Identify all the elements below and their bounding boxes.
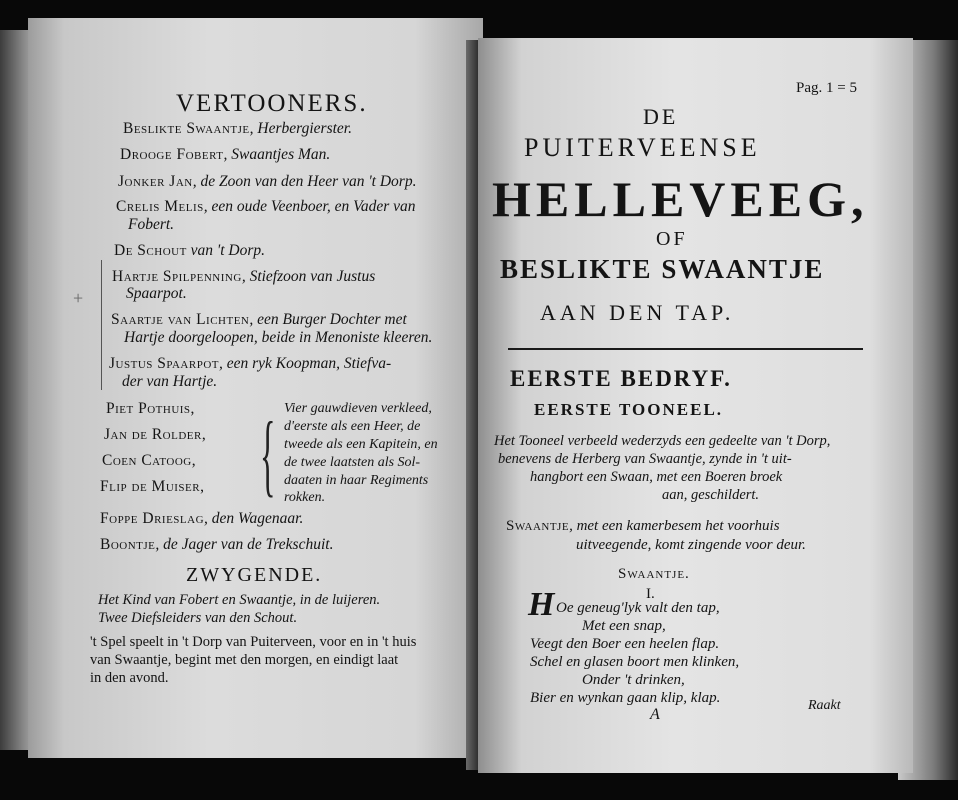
curly-brace: { bbox=[260, 403, 276, 505]
cast-entry: Drooge Fobert, Swaantjes Man. bbox=[120, 146, 331, 163]
catchword: Raakt bbox=[808, 698, 841, 713]
cast-entry: Beslikte Swaantje, Herbergierster. bbox=[123, 120, 352, 137]
thief-name: Jan de Rolder, bbox=[104, 426, 207, 443]
verse-line: Veegt den Boer een heelen flap. bbox=[530, 636, 720, 652]
drop-cap: H bbox=[528, 586, 555, 623]
thieves-note-line: Vier gauwdieven verkleed, bbox=[284, 401, 432, 416]
cast-entry: De Schout van 't Dorp. bbox=[114, 242, 266, 259]
title-line: BESLIKTE SWAANTJE bbox=[500, 254, 825, 284]
title-rule bbox=[508, 348, 863, 350]
setting-line: 't Spel speelt in 't Dorp van Puiterveen, voor en in 't huis bbox=[90, 634, 417, 650]
margin-plus-mark: + bbox=[73, 288, 84, 308]
verse-line: Met een snap, bbox=[582, 618, 666, 634]
title-main: HELLEVEEG, bbox=[492, 171, 869, 227]
setting-line: in den avond. bbox=[90, 670, 169, 686]
silent-role: Twee Diefsleiders van den Schout. bbox=[98, 610, 298, 626]
thieves-note-line: tweede als een Kapitein, en bbox=[284, 437, 438, 452]
thief-name: Flip de Muiser, bbox=[100, 478, 205, 495]
title-line: OF bbox=[656, 228, 688, 250]
verse-line: Oe geneug'lyk valt den tap, bbox=[556, 600, 720, 616]
thief-name: Coen Catoog, bbox=[102, 452, 197, 469]
act-heading: EERSTE BEDRYF. bbox=[510, 366, 732, 391]
thieves-note-line: rokken. bbox=[284, 490, 326, 505]
margin-bracket-line bbox=[101, 260, 102, 390]
signature-mark: A bbox=[650, 706, 660, 723]
stage-direction-line: Het Tooneel verbeeld wederzyds een gedeelte van 't Dorp, bbox=[494, 433, 831, 449]
cast-entry: Foppe Drieslag, den Wagenaar. bbox=[100, 510, 304, 527]
speaker-name: Swaantje. bbox=[618, 566, 690, 582]
entrance-line: uitveegende, komt zingende voor deur. bbox=[576, 537, 806, 553]
right-page bbox=[478, 38, 913, 773]
silent-role: Het Kind van Fobert en Swaantje, in de luijeren. bbox=[98, 592, 381, 608]
cast-entry: Boontje, de Jager van de Trekschuit. bbox=[100, 536, 334, 553]
cast-heading: VERTOONERS. bbox=[176, 90, 368, 117]
verse-line: Onder 't drinken, bbox=[582, 672, 685, 688]
page-number: Pag. 1 = 5 bbox=[796, 80, 857, 96]
cast-entry-continued: Hartje doorgeloopen, beide in Menoniste kleeren. bbox=[124, 329, 433, 346]
scene-heading: EERSTE TOONEEL. bbox=[534, 400, 724, 419]
cast-entry-continued: Spaarpot. bbox=[126, 285, 187, 302]
verse-line: Bier en wynkan gaan klip, klap. bbox=[530, 690, 721, 706]
thieves-note-line: d'eerste als een Heer, de bbox=[284, 419, 421, 434]
cast-entry: Crelis Melis, een oude Veenboer, en Vader van bbox=[116, 198, 416, 215]
cast-entry: Jonker Jan, de Zoon van den Heer van 't Dorp. bbox=[118, 173, 417, 190]
stage-direction-line: aan, geschildert. bbox=[662, 487, 760, 503]
left-page bbox=[28, 18, 483, 758]
cast-entry: Justus Spaarpot, een ryk Koopman, Stiefva- bbox=[109, 355, 392, 372]
setting-line: van Swaantje, begint met den morgen, en eindigt laat bbox=[90, 652, 399, 668]
stage-direction-line: hangbort een Swaan, met een Boeren broek bbox=[530, 469, 783, 485]
cast-entry: Hartje Spilpenning, Stiefzoon van Justus bbox=[112, 268, 376, 285]
silent-heading: ZWYGENDE. bbox=[186, 564, 323, 586]
cast-entry: Saartje van Lichten, een Burger Dochter met bbox=[111, 311, 407, 328]
title-line: DE bbox=[643, 104, 679, 129]
title-line: PUITERVEENSE bbox=[524, 133, 761, 162]
stage-direction-line: benevens de Herberg van Swaantje, zynde in 't uit- bbox=[498, 451, 792, 467]
cast-entry-continued: der van Hartje. bbox=[122, 373, 218, 390]
cast-entry-continued: Fobert. bbox=[128, 216, 175, 233]
title-line: AAN DEN TAP. bbox=[540, 300, 735, 325]
verse-line: Schel en glasen boort men klinken, bbox=[530, 654, 740, 670]
entrance-line: Swaantje, met een kamerbesem het voorhuis bbox=[506, 518, 780, 534]
thief-name: Piet Pothuis, bbox=[106, 400, 195, 417]
thieves-note-line: de twee laatsten als Sol- bbox=[284, 455, 421, 470]
thieves-note-line: daaten in haar Regiments bbox=[284, 473, 429, 488]
stanza-number: I. bbox=[646, 586, 655, 602]
